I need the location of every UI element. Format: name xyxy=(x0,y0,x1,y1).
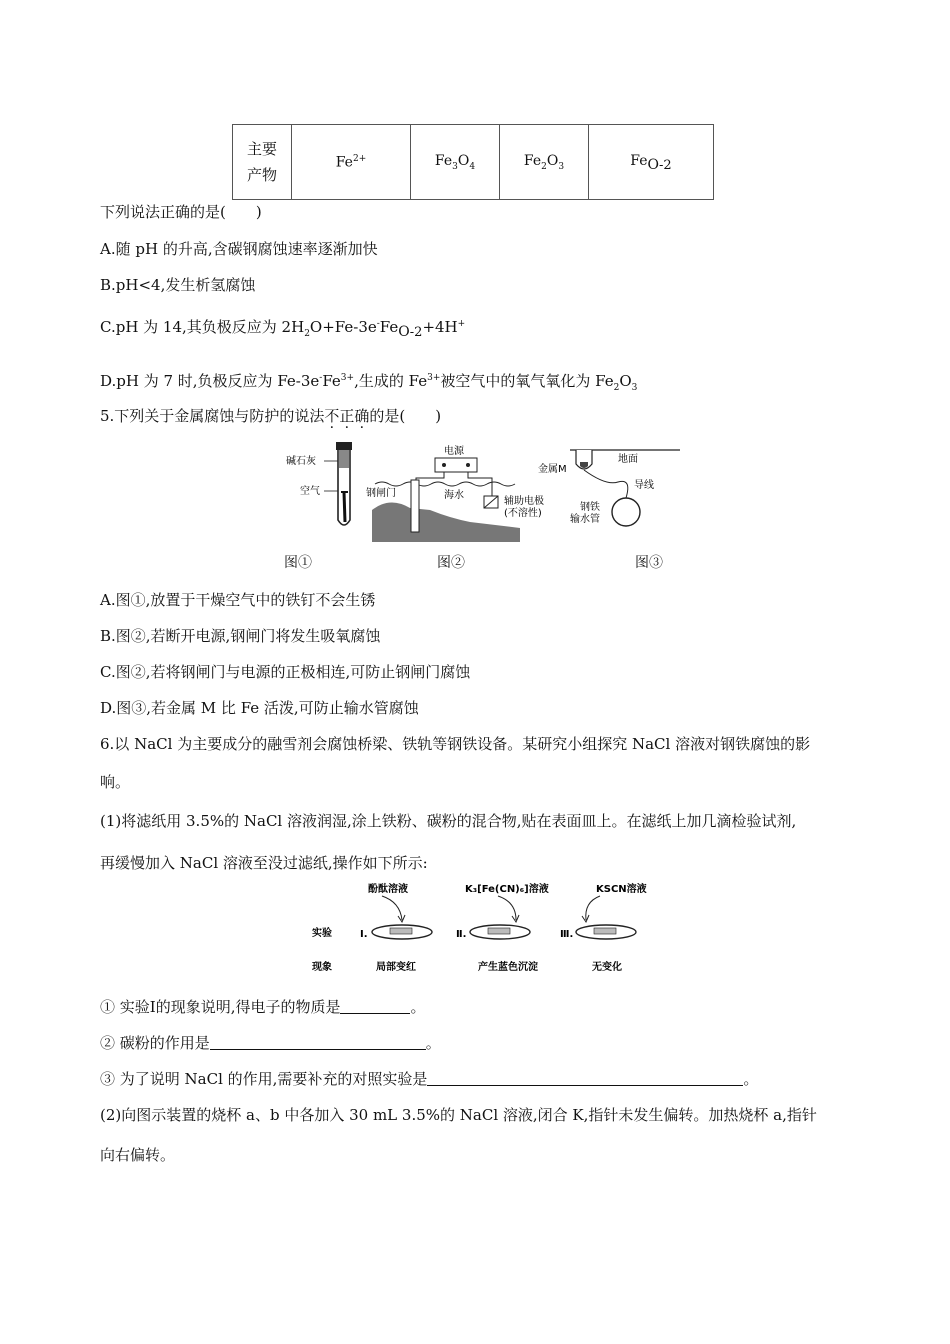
phen-row-label: 现象 xyxy=(312,962,332,973)
feo2-charge-stack xyxy=(659,160,672,171)
phen-2: 产生蓝色沉淀 xyxy=(478,962,538,973)
answer-blank-3[interactable] xyxy=(427,1070,743,1086)
q4-d-post: 被空气中的氧气氧化为 Fe xyxy=(440,372,614,390)
fe3o4-sub4: 4 xyxy=(469,161,476,172)
q6-sub3 xyxy=(100,1068,758,1089)
q5-emph-1: 不 xyxy=(324,407,340,425)
q6-part2-line1: (2)向图示装置的烧杯 a、b 中各加入 30 mL 3.5%的 NaCl 溶液,闭合 K,指针未发生偏转。加热烧杯 a,指针 xyxy=(100,1106,817,1124)
q5-option-c: C.图②,若将钢闸门与电源的正极相连,可防止钢闸门腐蚀 xyxy=(100,663,471,681)
feo2-o: O xyxy=(647,157,660,173)
fe2o3-fe: Fe xyxy=(523,152,542,169)
caption-fig2: 图② xyxy=(437,555,465,571)
q4-d-mid: ,生成的 Fe xyxy=(354,372,428,390)
q6-experiment-figure xyxy=(300,880,660,976)
reagent-1: 酚酞溶液 xyxy=(368,884,408,895)
q6-stem-line2: 响。 xyxy=(100,773,131,791)
reagent-3: KSCN溶液 xyxy=(596,884,647,895)
experiment-3 xyxy=(560,882,647,973)
q4-d-o: O xyxy=(619,372,632,390)
q4-c-sub2: 2 xyxy=(304,329,310,339)
answer-blank-1[interactable] xyxy=(340,998,410,1014)
experiment-1 xyxy=(360,882,432,973)
q4-c-mid: O+Fe-3e xyxy=(309,318,377,336)
fig2-label-gate: 钢闸门 xyxy=(366,488,396,499)
q4-c-fe: Fe xyxy=(379,318,399,336)
q6-sub2-text: ② 碳粉的作用是 xyxy=(100,1034,210,1052)
answer-blank-2[interactable] xyxy=(210,1034,426,1050)
q4-c-plus: + xyxy=(457,319,466,329)
fe3o4-fe: Fe xyxy=(434,152,453,169)
fe2o3-sub2: 2 xyxy=(541,161,547,172)
product-fe2o3 xyxy=(500,125,589,200)
experiment-2 xyxy=(456,882,549,973)
roman-1: Ⅰ. xyxy=(360,929,368,940)
figure-3-pipe xyxy=(538,450,680,526)
product-fe2 xyxy=(292,125,411,200)
q4-d-sub2: 2 xyxy=(613,383,620,393)
fig3-label-wire: 导线 xyxy=(634,480,654,491)
caption-fig3: 图③ xyxy=(635,555,663,571)
roman-3: Ⅲ. xyxy=(560,929,574,940)
caption-fig1: 图① xyxy=(284,555,312,571)
exp-row-label: 实验 xyxy=(312,928,332,939)
q6-sub3-end: 。 xyxy=(743,1070,759,1088)
q6-part1-line2: 再缓慢加入 NaCl 溶液至没过滤纸,操作如下所示: xyxy=(100,854,428,872)
fe2o3-o: O xyxy=(546,152,559,169)
q4-c-o-stack xyxy=(398,324,410,340)
reagent-2: K₃[Fe(CN)₆]溶液 xyxy=(465,884,549,895)
q4-option-c xyxy=(100,316,465,339)
feo2-fe: Fe xyxy=(630,153,648,169)
q6-sub2 xyxy=(100,1032,441,1053)
phen-1: 局部变红 xyxy=(376,962,416,973)
fig2-label-insoluble: (不溶性) xyxy=(504,508,542,519)
q6-stem-line1: 6.以 NaCl 为主要成分的融雪剂会腐蚀桥梁、铁轨等钢铁设备。某研究小组探究 NaCl 溶液对钢铁腐蚀的影 xyxy=(100,735,811,753)
product-fe2-base: Fe xyxy=(335,154,353,171)
fig3-label-pipe: 输水管 xyxy=(570,514,600,525)
feo2-sub2: 2 xyxy=(663,158,672,173)
q6-sub2-end: 。 xyxy=(425,1034,441,1052)
figure-2-sea-gate xyxy=(366,444,544,542)
roman-2: Ⅱ. xyxy=(456,929,467,940)
q5-option-b: B.图②,若断开电源,钢闸门将发生吸氧腐蚀 xyxy=(100,627,381,645)
fig2-label-sea: 海水 xyxy=(444,490,464,501)
fe3o4-o: O xyxy=(457,152,470,169)
q4-c-charge-stack xyxy=(410,327,423,338)
figure-1-test-tube xyxy=(286,442,352,525)
fig2-label-power: 电源 xyxy=(444,446,464,457)
fig3-label-ground: 地面 xyxy=(618,454,638,465)
q4-d-sub3: 3 xyxy=(631,383,638,393)
q5-option-d: D.图③,若金属 M 比 Fe 活泼,可防止输水管腐蚀 xyxy=(100,699,419,717)
fig2-label-electrode: 辅助电极 xyxy=(504,496,544,507)
product-feo2-ion xyxy=(589,125,714,200)
q4-d-minus: - xyxy=(319,373,323,383)
fig3-label-metal: 金属M xyxy=(538,464,567,475)
feo2-minus: - xyxy=(659,158,664,173)
q5-figures xyxy=(280,438,680,542)
table-header-cell xyxy=(233,125,292,200)
fig3-label-steel: 钢铁 xyxy=(580,502,600,513)
product-fe2-charge: 2+ xyxy=(352,153,367,164)
header-line-2: 产物 xyxy=(246,166,277,184)
q5-stem-post: 的是( ) xyxy=(369,407,442,425)
product-fe3o4 xyxy=(411,125,500,200)
fe3o4-sub3: 3 xyxy=(452,161,458,172)
q6-sub3-text: ③ 为了说明 NaCl 的作用,需要补充的对照实验是 xyxy=(100,1070,428,1088)
q6-part1-line1: (1)将滤纸用 3.5%的 NaCl 溶液润湿,涂上铁粉、碳粉的混合物,贴在表面皿上。在滤纸上加几滴检验试剂, xyxy=(100,812,797,830)
q4-d-3plus: 3+ xyxy=(340,373,355,383)
fig1-label-air: 空气 xyxy=(300,486,320,497)
phen-3: 无变化 xyxy=(592,962,622,973)
q4-c-o: O xyxy=(398,324,410,340)
q5-emph-2: 正 xyxy=(339,407,355,425)
q5-stem xyxy=(100,405,441,426)
q4-option-a: A.随 pH 的升高,含碳钢腐蚀速率逐渐加快 xyxy=(100,240,378,258)
q6-sub1-text: ① 实验Ⅰ的现象说明,得电子的物质是 xyxy=(100,998,341,1016)
q6-sub1 xyxy=(100,996,425,1017)
q5-option-a: A.图①,放置于干燥空气中的铁钉不会生锈 xyxy=(100,591,376,609)
q5-stem-pre: 5.下列关于金属腐蚀与防护的说法 xyxy=(100,407,325,425)
fe2o3-sub3: 3 xyxy=(558,161,565,172)
q4-stem: 下列说法正确的是( ) xyxy=(100,203,262,221)
q4-option-b: B.pH<4,发生析氢腐蚀 xyxy=(100,276,256,294)
fig1-label-lime: 碱石灰 xyxy=(286,456,316,467)
header-line-1: 主要 xyxy=(246,140,277,158)
q4-d-pre: D.pH 为 7 时,负极反应为 Fe-3e xyxy=(100,372,320,390)
q4-c-o-sub2: 2 xyxy=(414,325,423,340)
feo2-o-stack xyxy=(647,157,660,173)
q4-option-d xyxy=(100,370,637,393)
q6-sub1-end: 。 xyxy=(410,998,426,1016)
products-table xyxy=(232,124,714,200)
q4-d-fe: Fe xyxy=(322,372,341,390)
q4-c-o-minus: - xyxy=(409,325,415,340)
q4-c-pre: C.pH 为 14,其负极反应为 2H xyxy=(100,318,305,336)
q4-c-post: +4H xyxy=(422,318,458,336)
q4-d-3plus-b: 3+ xyxy=(427,373,441,383)
q5-emph-3: 确 xyxy=(354,407,370,425)
q4-c-minus: - xyxy=(376,319,380,329)
q6-part2-line2: 向右偏转。 xyxy=(100,1146,176,1164)
